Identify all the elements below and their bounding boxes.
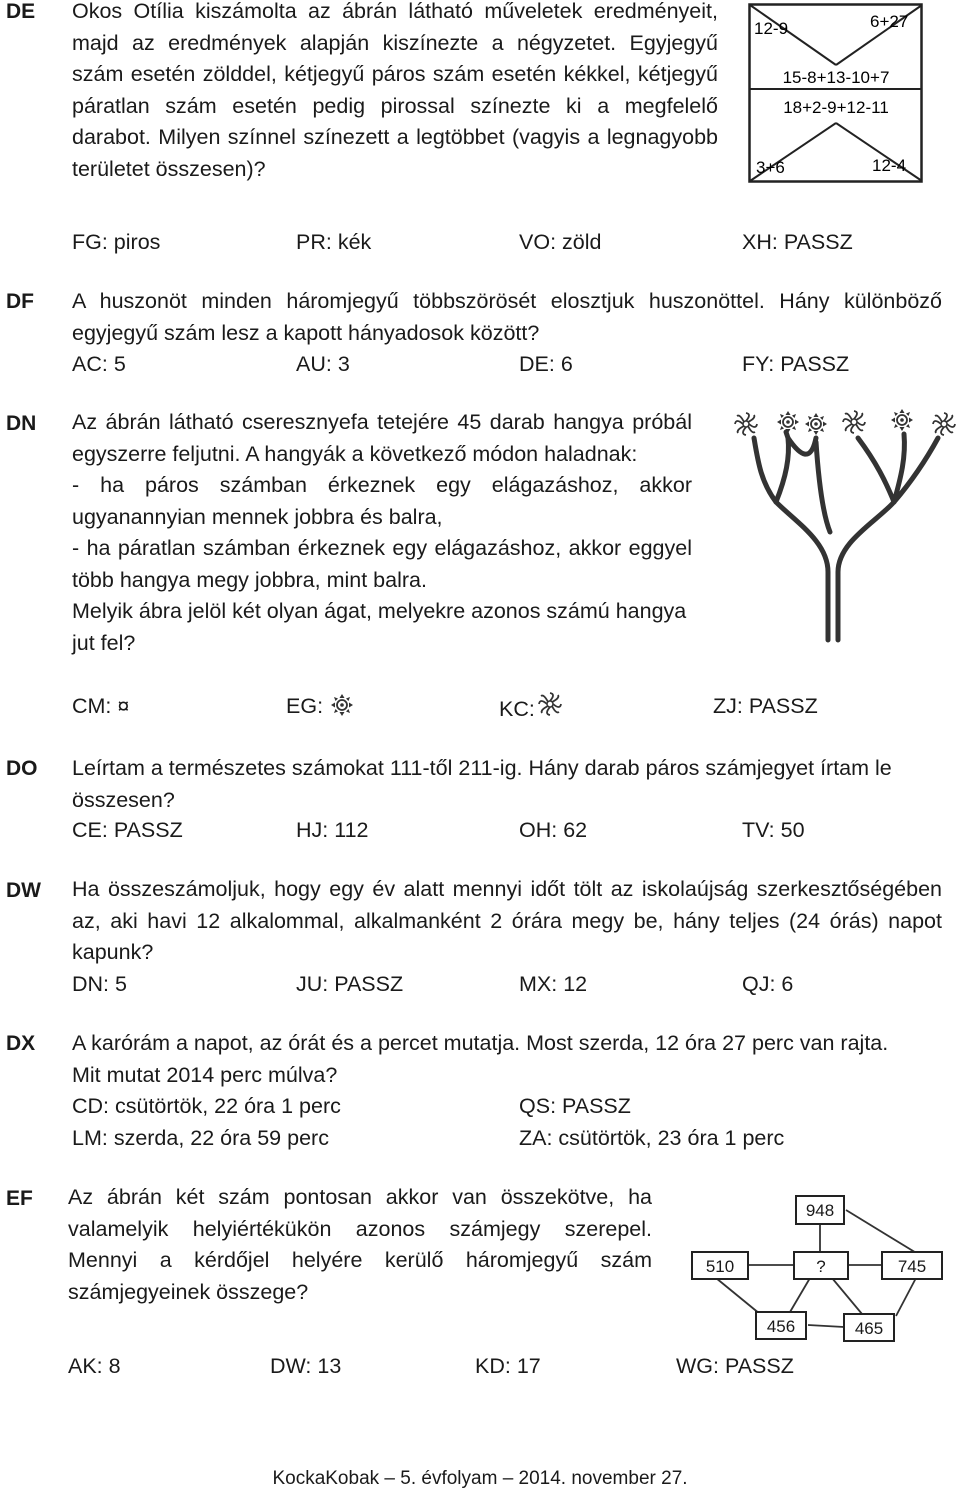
sun-icon	[328, 691, 356, 719]
region-label: 15-8+13-10+7	[782, 68, 890, 87]
node-label: 465	[854, 1319, 884, 1338]
region-label: 18+2-9+12-11	[783, 98, 889, 117]
option: XH: PASSZ	[742, 230, 853, 254]
option: CE: PASSZ	[72, 818, 183, 842]
problem-text-ef: Az ábrán két szám pontosan akkor van összekötve, ha valamelyik helyiértékükön azonos számjegy szerepel. Mennyi a kérdőjel helyére kerülő háromjegyű szám számjegyeinek összege?	[68, 1185, 652, 1304]
node-label: 510	[705, 1257, 735, 1276]
problem-text-dx: A karórám a napot, az órát és a percet mutatja. Most szerda, 12 óra 27 perc van rajta. Mit mutat 2014 perc múlva?	[72, 1031, 889, 1087]
number-graph-figure	[686, 1192, 948, 1348]
option: QJ: 6	[742, 972, 794, 996]
sun-icon	[777, 411, 799, 433]
option: EG:	[286, 694, 324, 718]
problem-code-dn: DN	[6, 412, 37, 435]
option: VO: zöld	[519, 230, 602, 254]
node-label: 745	[897, 1257, 927, 1276]
node-label: ?	[816, 1257, 826, 1276]
option: AC: 5	[72, 352, 126, 376]
option: AK: 8	[68, 1354, 121, 1378]
option: FY: PASSZ	[742, 352, 850, 376]
option: LM: szerda, 22 óra 59 perc	[72, 1126, 329, 1150]
region-label: 6+27	[870, 12, 909, 31]
swirl-icon	[536, 690, 564, 718]
option: FG: piros	[72, 230, 161, 254]
text-line: Az ábrán látható cseresznyefa tetejére 45 darab hangya próbál egyszerre feljutni. A hangyák a következő módon haladnak:	[72, 410, 692, 466]
problem-text-dw: Ha összeszámoljuk, hogy egy év alatt mennyi időt tölt az iskolaújság szerkesztőségében az, aki havi 12 alkalommal, alkalmanként 2 órára megy be, hány teljes (24 órás) napot kapunk?	[72, 877, 942, 964]
problem-text-do: Leírtam a természetes számokat 111-től 211-ig. Hány darab páros számjegyet írtam le összesen?	[72, 756, 892, 812]
option: KD: 17	[475, 1354, 541, 1378]
page-footer: KockaKobak – 5. évfolyam – 2014. november 27.	[272, 1468, 688, 1489]
region-label: 12-9	[754, 19, 789, 38]
option: JU: PASSZ	[296, 972, 404, 996]
option: AU: 3	[296, 352, 350, 376]
option: CD: csütörtök, 22 óra 1 perc	[72, 1094, 341, 1118]
problem-text-dn	[72, 407, 692, 659]
option: WG: PASSZ	[676, 1354, 794, 1378]
swirl-icon	[933, 413, 955, 435]
problem-text-df: A huszonöt minden háromjegyű többszörösét elosztjuk huszonöttel. Hány különböző egyjegyű szám lesz a kapott hányadosok között?	[72, 289, 942, 345]
option: HJ: 112	[296, 818, 369, 842]
option: MX: 12	[519, 972, 588, 996]
option: OH: 62	[519, 818, 588, 842]
swirl-icon	[735, 413, 757, 435]
option: KC:	[499, 697, 535, 721]
node-label: 456	[766, 1317, 796, 1336]
swirl-icon	[843, 411, 865, 433]
region-label: 3+6	[756, 158, 785, 177]
option: TV: 50	[742, 818, 805, 842]
square-figure	[748, 3, 924, 185]
option: DE: 6	[519, 352, 573, 376]
problem-text-de: Okos Otília kiszámolta az ábrán látható műveletek eredményeit, majd az eredmények alapján kiszínezte a négyzetet. Egyjegyű szám esetén zölddel, kétjegyű páros szám esetén kékkel, kétjegyű páratlan szám esetén pedig pirossal színezte ki a megfelelő darabot. Milyen színnel színezett a legtöbbet (vagyis a legnagyobb területet összesen)?	[72, 0, 718, 181]
problem-code-dx: DX	[6, 1032, 36, 1055]
problem-code-dw: DW	[6, 879, 41, 902]
text-line: Melyik ábra jelöl két olyan ágat, melyekre azonos számú hangya jut fel?	[72, 599, 687, 655]
option: DW: 13	[270, 1354, 342, 1378]
region-label: 12-4	[872, 156, 907, 175]
tree-branches	[754, 432, 938, 640]
text-line: - ha páratlan számban érkeznek egy elágazáshoz, akkor eggyel több hangya megy jobbra, mint balra.	[72, 536, 692, 592]
sun-icon	[891, 409, 913, 431]
cherry-tree-figure	[726, 402, 960, 646]
option: DN: 5	[72, 972, 127, 996]
option: ZA: csütörtök, 23 óra 1 perc	[519, 1126, 785, 1150]
sun-icon	[805, 413, 827, 435]
problem-code-de: DE	[6, 0, 36, 23]
problem-code-df: DF	[6, 290, 34, 313]
option: QS: PASSZ	[519, 1094, 631, 1118]
option: PR: kék	[296, 230, 372, 254]
text-line: - ha páros számban érkeznek egy elágazáshoz, akkor ugyanannyian mennek jobbra és balra,	[72, 473, 692, 529]
option: CM: ¤	[72, 694, 130, 718]
option: ZJ: PASSZ	[713, 694, 818, 718]
problem-code-ef: EF	[6, 1187, 33, 1210]
node-label: 948	[805, 1201, 835, 1220]
problem-code-do: DO	[6, 757, 38, 780]
